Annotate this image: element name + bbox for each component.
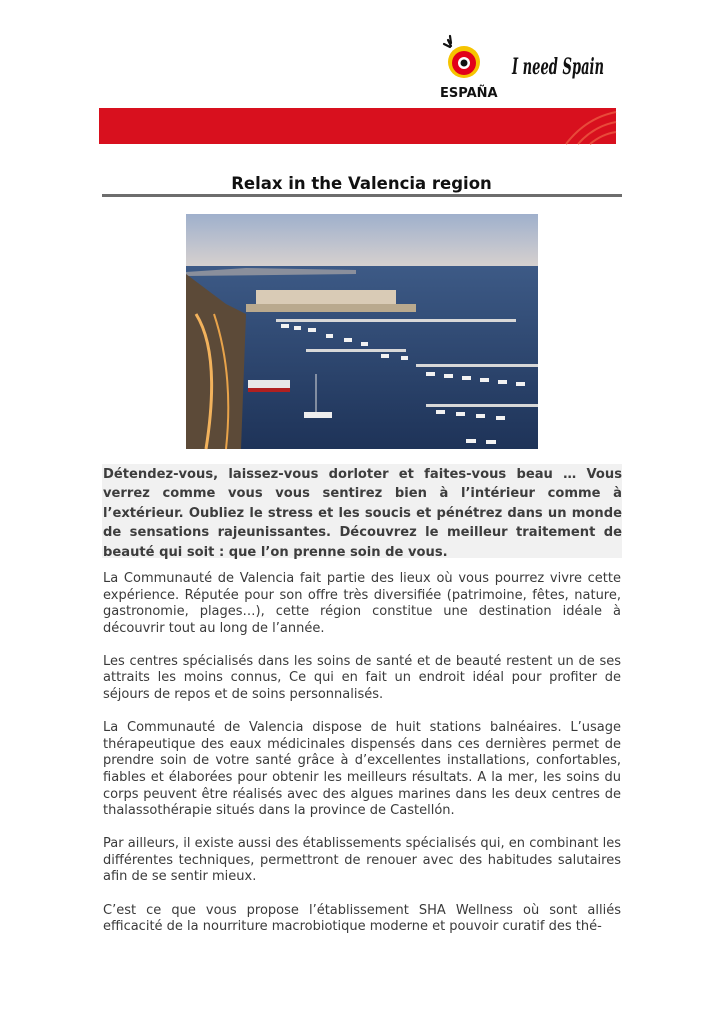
svg-text:ESPAÑA: ESPAÑA [440,86,498,101]
i-need-spain-logo [436,34,606,102]
paragraph: Par ailleurs, il existe aussi des établissements spécialisés qui, en combinant les différentes techniques, permettront de renouer avec des habitudes salutaires afin de se sentir mieux. [103,836,621,885]
intro-highlight-box [102,464,622,558]
intro-text: Détendez-vous, laissez-vous dorloter et faites-vous beau … Vous verrez comme vous vous sentirez bien à l’intérieur comme à l’extérieur. Oubliez le stress et les soucis et pénétrez dans un monde de sensations rajeunissantes. Découvrez le meilleur traitement de beauté qui soit : que l’on prenne soin de vous. [103,467,622,560]
paragraph: La Communauté de Valencia dispose de huit stations balnéaires. L’usage thérapeutique des eaux médicinales dispensés dans ces dernières permet de prendre soin de votre santé grâce à d’excellentes installations, confortables, fiables et élaborées pour obtenir les meilleurs résultats. A la mer, les soins du corps peuvent être réalisés avec des algues marines dans les deux centres de thalassothérapie situés dans la province de Castellón. [103,720,621,819]
spain-sun-logo-graphic [436,34,606,102]
banner-swirl-decoration [556,108,616,144]
paragraph: Les centres spécialisés dans les soins de santé et de beauté restent un de ses attraits les moins connus, Ce qui en fait un endroit idéal pour profiter de séjours de repos et de soins personnalisés. [103,653,621,703]
paragraph: C’est ce que vous propose l’établissement SHA Wellness où sont alliés efficacité de la nourriture macrobiotique moderne et pouvoir curatif des thé- [103,902,621,935]
article-body [103,571,621,952]
article-title: Relax in the Valencia region [231,174,492,193]
marina-photo [186,214,538,449]
paragraph: La Communauté de Valencia fait partie des lieux où vous pourrez vivre cette expérience. Réputée pour son offre très diversifiée (patrimoine, fêtes, nature, gastronomie, plages…), cette région constitue une destination idéale à découvrir tout au long de l’année. [103,571,621,636]
red-header-banner [99,108,616,144]
svg-text:I need Spain: I need Spain [511,54,604,80]
title-divider [102,194,622,197]
